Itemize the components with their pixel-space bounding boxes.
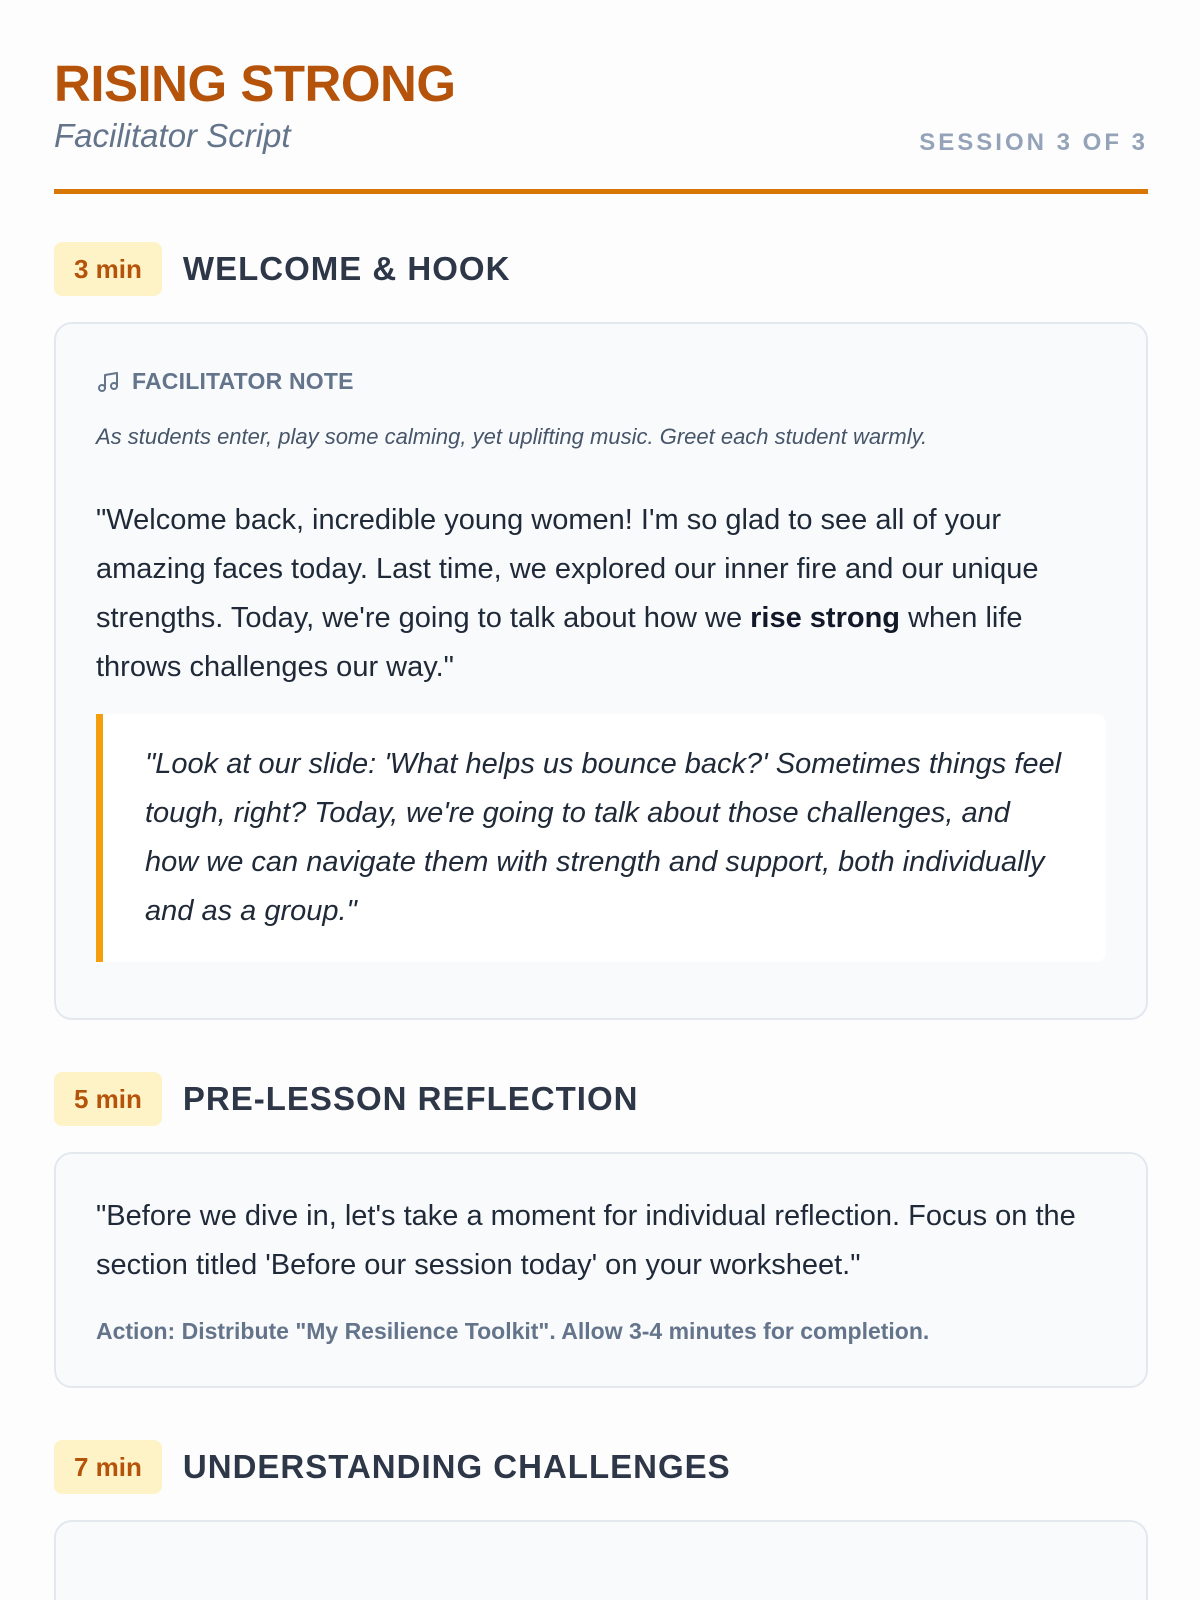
page-title: RISING STRONG: [54, 55, 456, 112]
speech-text-end: when life throws challenges our way.": [96, 602, 1023, 683]
script-speech: "Before we dive in, let's take a moment for individual reflection. Focus on the section titled 'Before our session today' on your worksheet.": [96, 1200, 1076, 1281]
session-indicator: SESSION 3 OF 3: [919, 129, 1148, 156]
section-title: PRE-LESSON REFLECTION: [182, 1080, 639, 1117]
section-header-reflection: [54, 1072, 638, 1126]
section-header-challenges: [54, 1440, 731, 1494]
music-note-icon: [96, 370, 120, 394]
script-speech: [96, 496, 1106, 692]
facilitator-note-text: As students enter, play some calming, yet uplifting music. Greet each student warmly.: [96, 424, 928, 449]
section-title: UNDERSTANDING CHALLENGES: [182, 1448, 731, 1485]
section-title: WELCOME & HOOK: [182, 250, 511, 287]
duration-badge: 7 min: [54, 1440, 162, 1494]
section-card-welcome: [54, 322, 1148, 1020]
speech-emphasis: rise strong: [750, 602, 901, 634]
note-label-text: FACILITATOR NOTE: [132, 368, 354, 394]
page-subtitle: Facilitator Script: [54, 117, 291, 154]
duration-badge: 5 min: [54, 1072, 162, 1126]
section-header-welcome: [54, 242, 510, 296]
section-card-reflection: [54, 1152, 1148, 1388]
action-instruction: Action: Distribute "My Resilience Toolkit". Allow 3-4 minutes for completion.: [96, 1318, 930, 1344]
slide-quote: "Look at our slide: 'What helps us bounce back?' Sometimes things feel tough, right? Today, we're going to talk about those challenges, and how we can navigate them with strength and support, both individually and as a group.": [96, 714, 1106, 962]
script-page: [54, 0, 1148, 1485]
section-card-challenges: [54, 1520, 1148, 1600]
speech-text: "Welcome back, incredible young women! I'm so glad to see all of your amazing faces today. Last time, we explored our inner fire and our unique strengths. Today, we're going to talk about how we: [96, 504, 1039, 634]
facilitator-note-label: [96, 368, 354, 395]
page-header: [54, 0, 1148, 194]
duration-badge: 3 min: [54, 242, 162, 296]
